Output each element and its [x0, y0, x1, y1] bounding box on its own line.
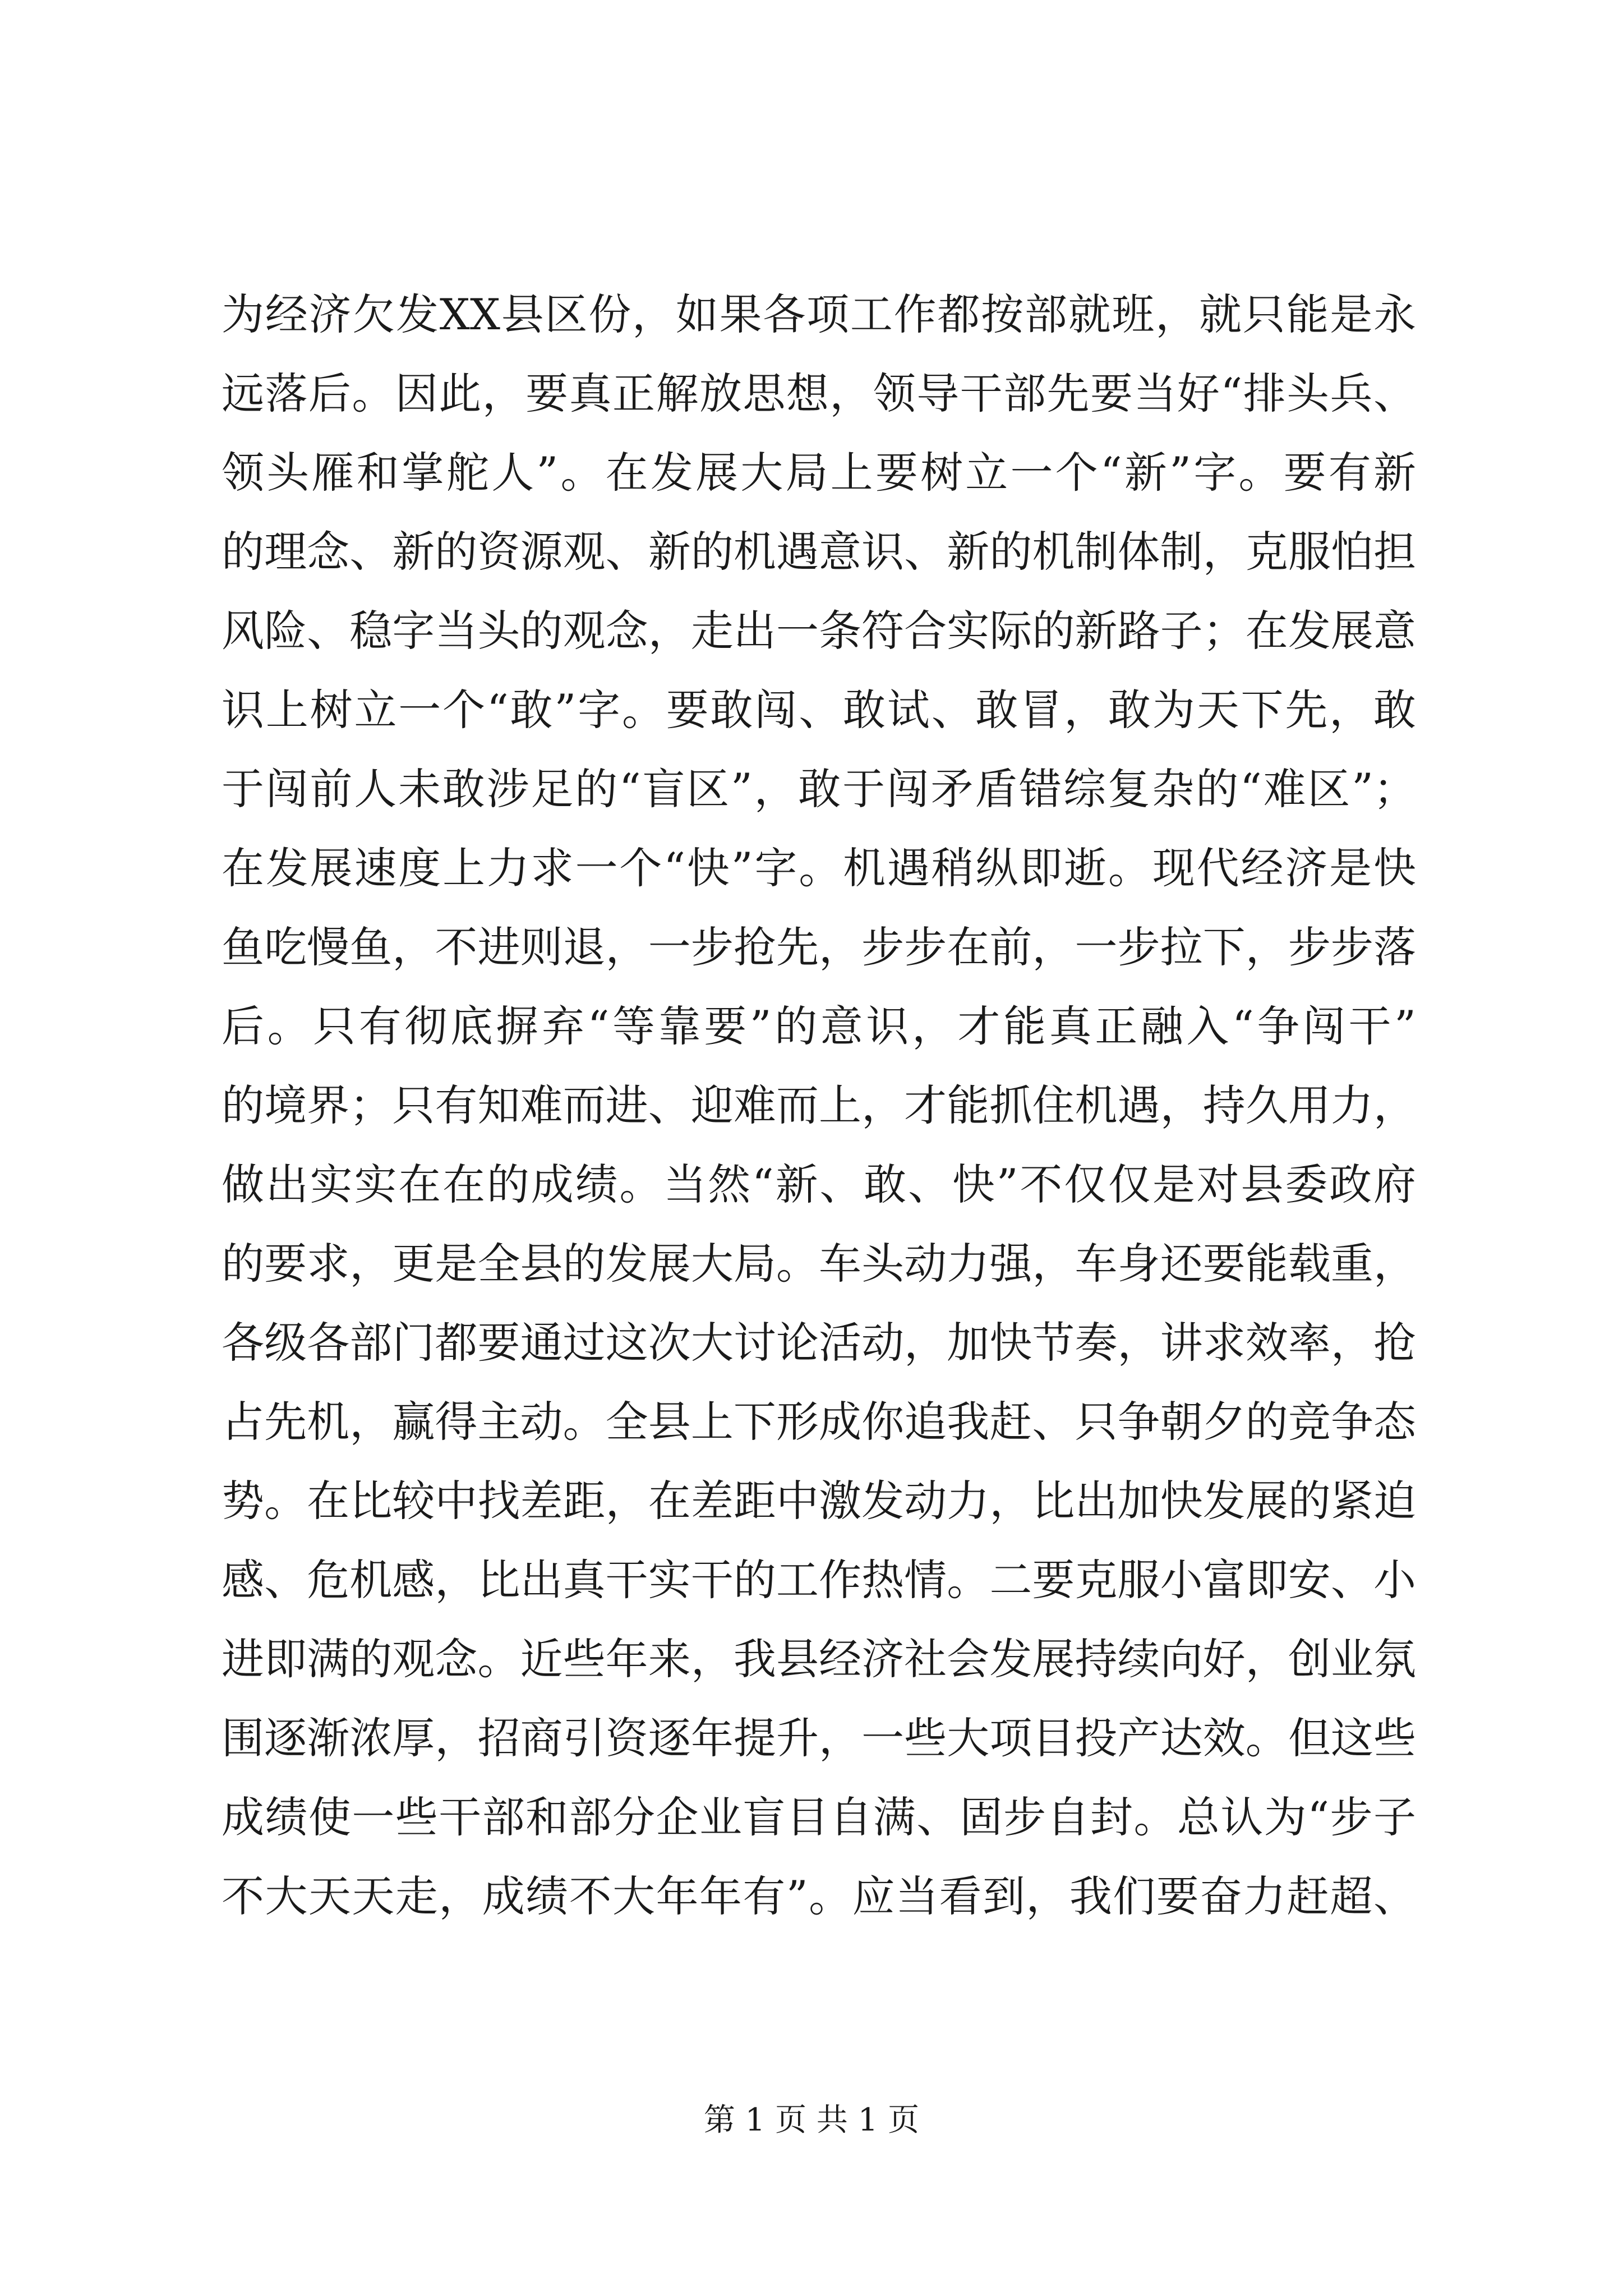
- page-number-footer: 第 1 页 共 1 页: [703, 2102, 920, 2138]
- text-line: 感、危机感，比出真干实干的工作热情。二要克服小富即安、小: [222, 1555, 1416, 1605]
- text-line: 在发展速度上力求一个“快”字。机遇稍纵即逝。现代经济是快: [222, 843, 1416, 893]
- text-line: 围逐渐浓厚，招商引资逐年提升，一些大项目投产达效。但这些: [222, 1713, 1416, 1763]
- text-line: 远落后。因此，要真正解放思想，领导干部先要当好“排头兵、: [222, 369, 1416, 418]
- text-line: 占先机，赢得主动。全县上下形成你追我赶、只争朝夕的竞争态: [222, 1397, 1416, 1447]
- text-line: 进即满的观念。近些年来，我县经济社会发展持续向好，创业氛: [222, 1634, 1416, 1684]
- text-line: 各级各部门都要通过这次大讨论活动，加快节奏，讲求效率，抢: [222, 1318, 1416, 1368]
- text-line: 做出实实在在的成绩。当然“新、敢、快”不仅仅是对县委政府: [222, 1159, 1416, 1209]
- text-line: 不大天天走，成绩不大年年有”。应当看到，我们要奋力赶超、: [222, 1871, 1416, 1921]
- text-line: 后。只有彻底摒弃“等靠要”的意识，才能真正融入“争闯干”: [222, 1001, 1416, 1051]
- text-line: 势。在比较中找差距，在差距中激发动力，比出加快发展的紧迫: [222, 1476, 1416, 1526]
- text-line: 识上树立一个“敢”字。要敢闯、敢试、敢冒，敢为天下先，敢: [222, 685, 1416, 735]
- text-line: 为经济欠发XX县区份，如果各项工作都按部就班，就只能是永: [222, 289, 1416, 339]
- text-line: 的理念、新的资源观、新的机遇意识、新的机制体制，克服怕担: [222, 527, 1416, 577]
- text-line: 风险、稳字当头的观念，走出一条符合实际的新路子；在发展意: [222, 606, 1416, 656]
- text-line: 的境界；只有知难而进、迎难而上，才能抓住机遇，持久用力，: [222, 1080, 1416, 1130]
- text-line: 鱼吃慢鱼，不进则退，一步抢先，步步在前，一步拉下，步步落: [222, 922, 1416, 972]
- text-line: 领头雁和掌舵人”。在发展大局上要树立一个“新”字。要有新: [222, 448, 1416, 498]
- text-line: 成绩使一些干部和部分企业盲目自满、固步自封。总认为“步子: [222, 1792, 1416, 1842]
- text-line: 于闯前人未敢涉足的“盲区”，敢于闯矛盾错综复杂的“难区”；: [222, 764, 1416, 814]
- body-paragraph: [222, 275, 1416, 1936]
- text-line: 的要求，更是全县的发展大局。车头动力强，车身还要能载重，: [222, 1239, 1416, 1289]
